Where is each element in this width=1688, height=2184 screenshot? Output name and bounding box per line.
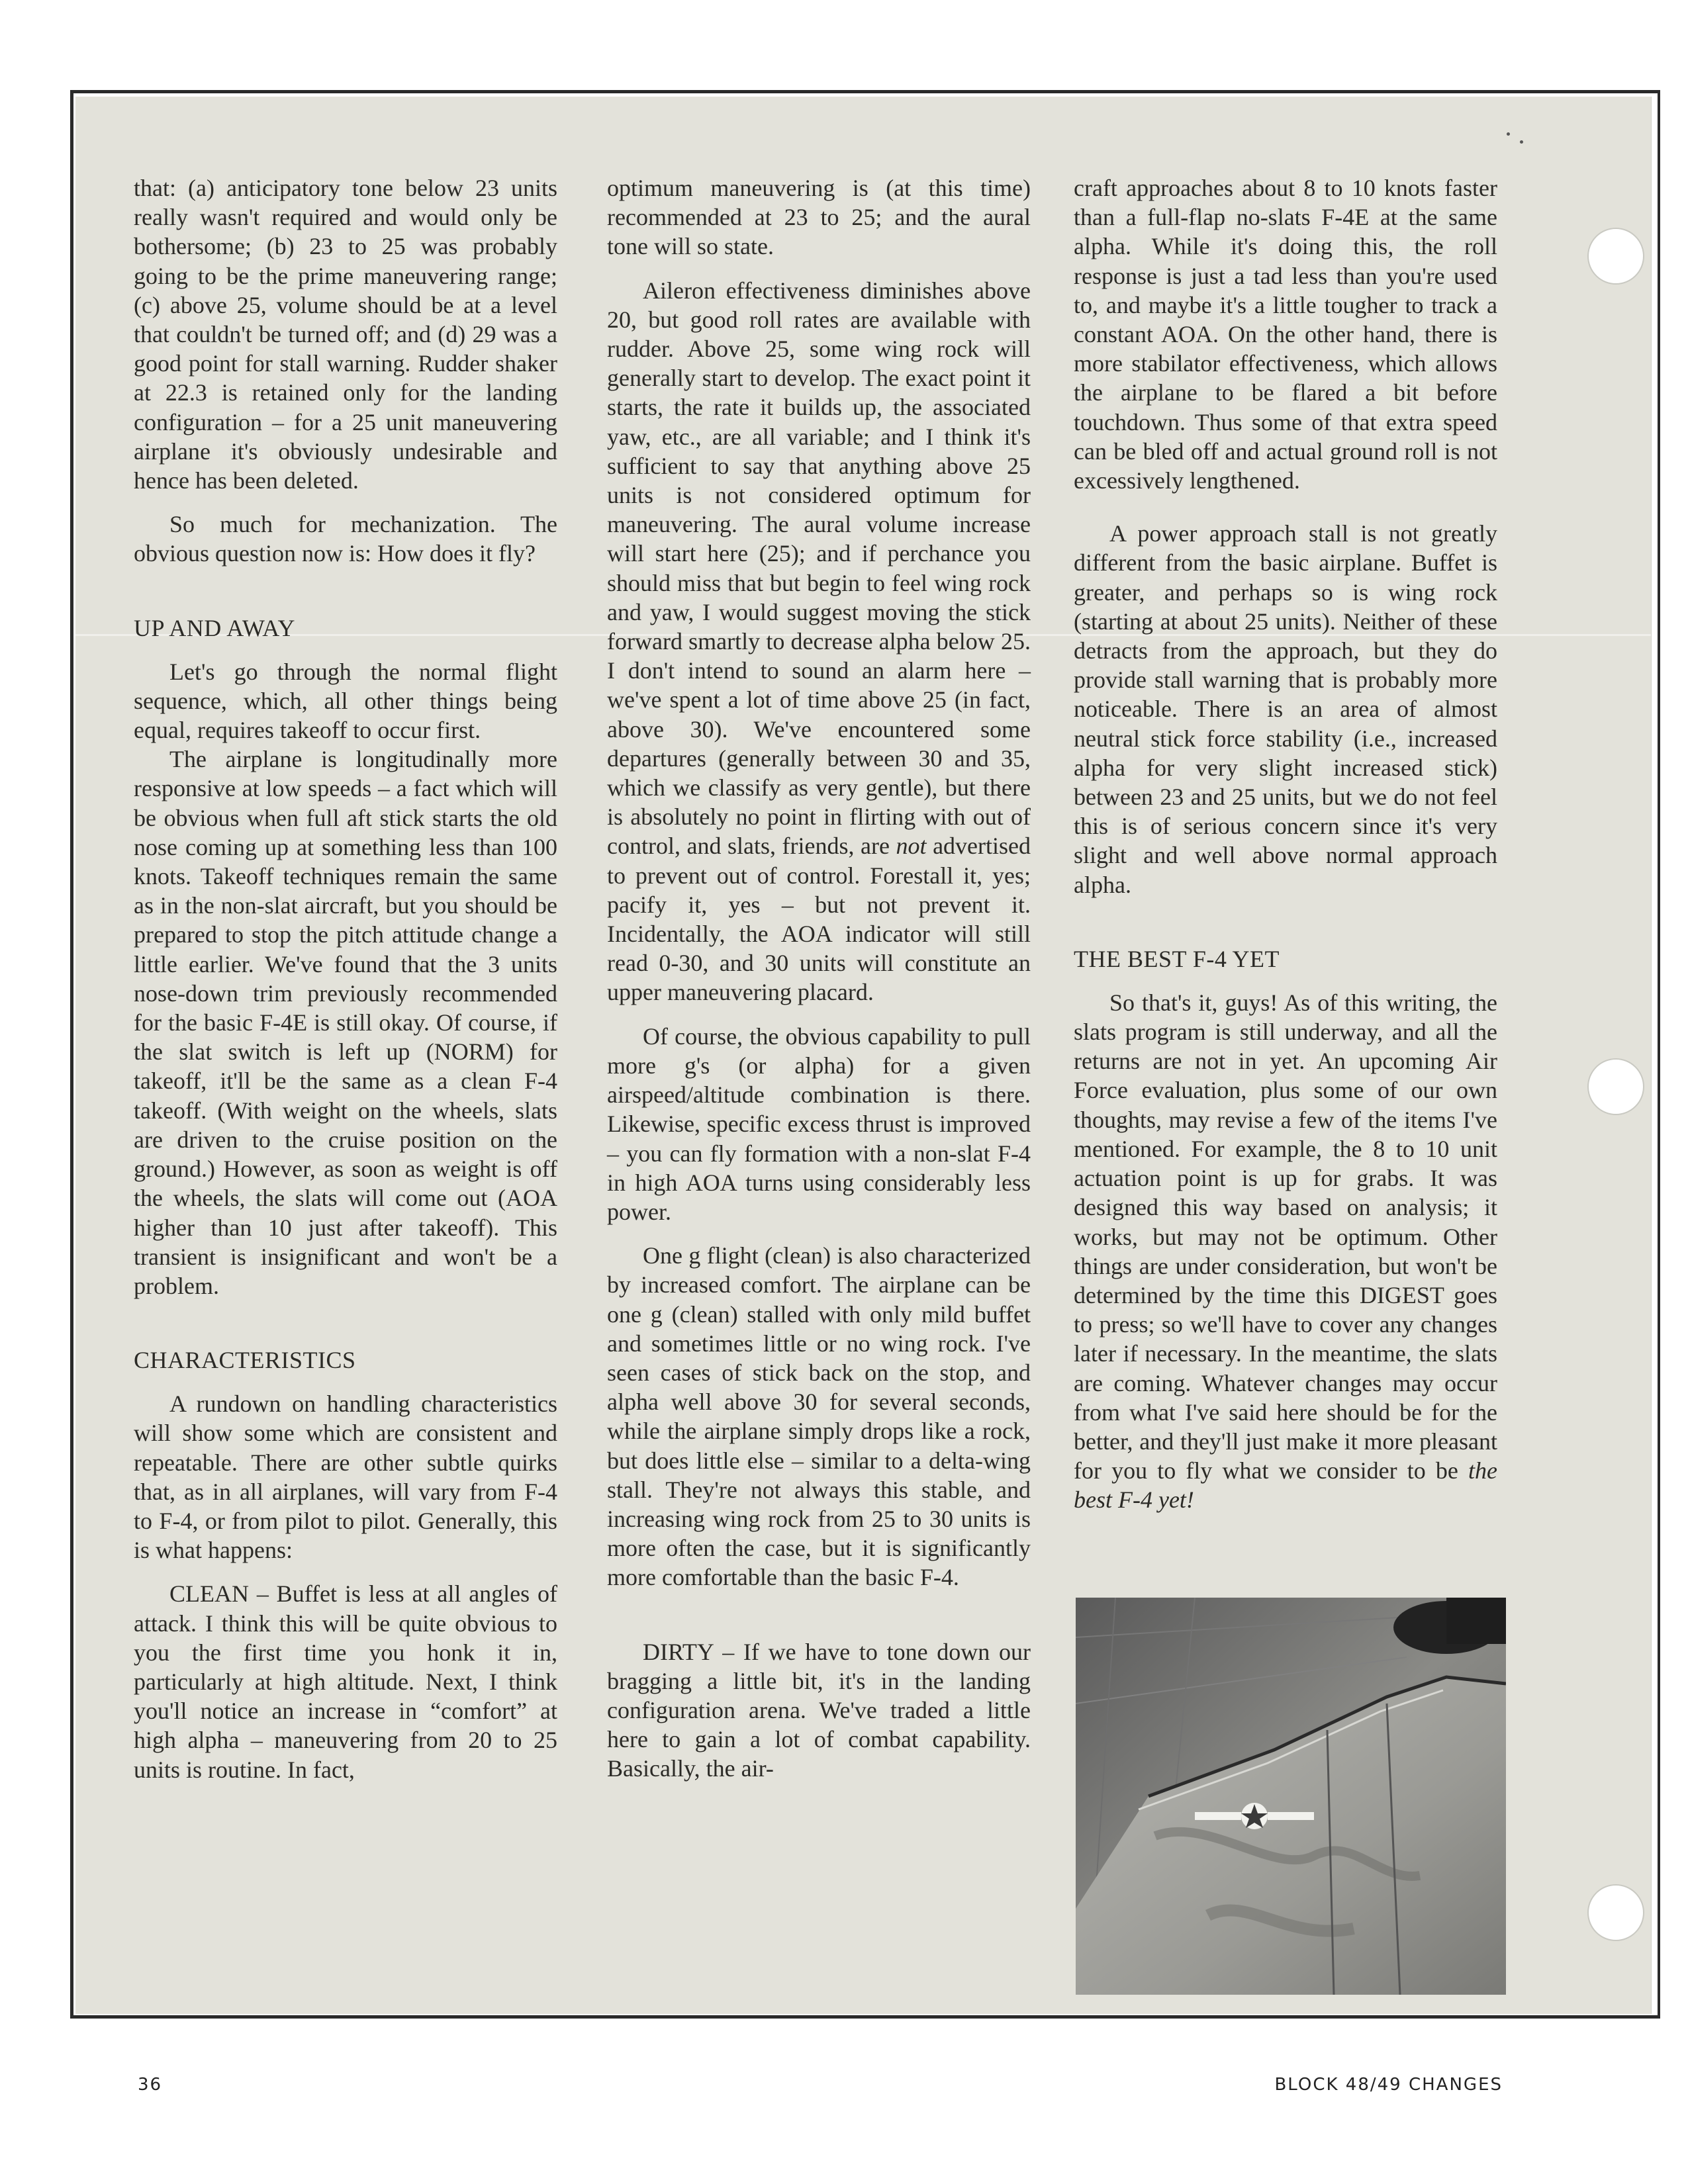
paragraph: One g flight (clean) is also characterized by increased comfort. The airplane can be one g (clean) stalled with only mild buffet and sometimes little or no wing rock. I've seen cases of stick back on the stop, and alpha well above 30 for several seconds, while the airplane simply drops like a rock, but does little else – similar to a delta-wing stall. They're not always this stable, and increasing wing rock from 25 to 30 units is more often the case, but it is significantly more comfortable than the basic F-4. <box>607 1242 1031 1591</box>
emphasis-text: not <box>896 833 927 860</box>
footer-title: BLOCK 48/49 CHANGES <box>1274 2075 1503 2095</box>
paragraph <box>1074 988 1497 1515</box>
column-2 <box>607 173 1031 1784</box>
paragraph: optimum maneuvering is (at this time) recommended at 23 to 25; and the aural tone will so state. <box>607 175 1031 260</box>
column-1 <box>134 173 557 1784</box>
paragraph: Of course, the obvious capability to pull more g's (or alpha) for a given airspeed/altitude combination is there. Likewise, specific excess thrust is improved – you can fly formation with a non-slat F-4 in high AOA turns using considerably less power. <box>607 1023 1031 1225</box>
column-3 <box>1074 173 1497 1515</box>
section-heading-best-f4: THE BEST F-4 YET <box>1074 945 1280 972</box>
paragraph: DIRTY – If we have to tone down our bragging a little bit, it's in the landing configuration arena. We've traded a little here to gain a lot of combat capability. Basically, the air- <box>607 1638 1031 1782</box>
binder-hole <box>1587 1884 1644 1941</box>
wing-slat-photo <box>1076 1598 1506 1995</box>
paragraph-text: So that's it, guys! As of this writing, the slats program is still underway, and all the returns are not in yet. An upcoming Air Force evaluation, plus some of our own thoughts, may revise a few of the items I've mentioned. For example, the 8 to 10 unit actuation point is up for grabs. It was designed this way based on analysis; it works, but may not be optimum. Other things are under consideration, but won't be determined by the time this DIGEST goes to press; so we'll have to cover any changes later if necessary. In the meantime, the slats are coming. Whatever changes may occur from what I've said here should be for the better, and they'll just make it more pleasant for you to fly what we consider to be <box>1074 989 1497 1484</box>
ink-speck <box>1507 132 1510 136</box>
wing-slat-photo-graphic <box>1076 1598 1506 1995</box>
page-number: 36 <box>138 2075 163 2095</box>
paragraph: Let's go through the normal flight sequence, which, all other things being equal, requires takeoff to occur first. <box>134 658 557 744</box>
paragraph: So much for mechanization. The obvious question now is: How does it fly? <box>134 511 557 567</box>
paragraph: craft approaches about 8 to 10 knots faster than a full-flap no-slats F-4E at the same alpha. While it's doing this, the roll response is just a tad less than you're used to, and maybe it's a little tougher to track a constant AOA. On the other hand, there is more stabilator effectiveness, which allows the airplane to be flared a bit before touchdown. Thus some of that extra speed can be bled off and actual ground roll is not excessively lengthened. <box>1074 175 1497 494</box>
paragraph: that: (a) anticipatory tone below 23 units really wasn't required and would only be bothersome; (b) 23 to 25 was probably going to be the prime maneuvering range; (c) above 25, volume should be at a level that couldn't be turned off; and (d) 29 was a good point for stall warning. Rudder shaker at 22.3 is retained only for the landing configuration – for a 25 unit maneuvering airplane it's obviously undesirable and hence has been deleted. <box>134 175 557 494</box>
section-heading-up-and-away: UP AND AWAY <box>134 614 295 641</box>
paragraph: A power approach stall is not greatly different from the basic airplane. Buffet is greater, and perhaps so is wing rock (starting at about 25 units). Neither of these detracts from the approach, but they do provide stall warning that is probably more noticeable. There is an area of almost neutral stick force stability (i.e., increased alpha for very slight increased stick) between 23 and 25 units, but we do not feel this is of serious concern since it's very slight and well above normal approach alpha. <box>1074 520 1497 898</box>
paragraph-text: advertised to prevent out of control. Forestall it, yes; pacify it, yes – but not prevent it. Incidentally, the AOA indicator will still read 0-30, and 30 units will constitute an upper maneuvering placard. <box>607 833 1031 1006</box>
paragraph <box>607 276 1031 1007</box>
binder-hole <box>1587 1058 1644 1115</box>
paragraph: CLEAN – Buffet is less at all angles of attack. I think this will be quite obvious to you the first time you honk it in, particularly at high altitude. Next, I think you'll notice an increase in “comfort” at high alpha – maneuvering from 20 to 25 units is routine. In fact, <box>134 1580 557 1783</box>
ink-speck <box>1520 140 1523 144</box>
emphasis-text: the best F-4 yet! <box>1074 1457 1498 1514</box>
paragraph-text: Aileron effectiveness diminishes above 20, but good roll rates are available with rudder. Above 25, some wing rock will generally start to develop. The exact point it starts, the rate it builds up, the associated yaw, etc., are all variable; and I think it's sufficient to say that anything above 25 units is not considered optimum for maneuvering. The aural volume increase will start here (25); and if perchance you should miss that but begin to feel wing rock and yaw, I would suggest moving the stick forward smartly to decrease alpha below 25. I don't intend to sound an alarm here – we've spent a lot of time above 25 (in fact, above 30). We've encountered some departures (generally between 30 and 35, which we classify as very gentle), but there is absolutely no point in flirting with out of control, and slats, friends, are <box>607 277 1031 860</box>
paragraph: A rundown on handling characteristics will show some which are consistent and repeatable. There are other subtle quirks that, as in all airplanes, will vary from F-4 to F-4, or from pilot to pilot. Generally, this is what happens: <box>134 1390 557 1564</box>
section-heading-characteristics: CHARACTERISTICS <box>134 1347 356 1374</box>
paragraph: The airplane is longitudinally more responsive at low speeds – a fact which will be obvious when full aft stick starts the old nose coming up at something less than 100 knots. Takeoff techniques remain the same as in the non-slat aircraft, but you should be prepared to stop the pitch attitude change a little earlier. We've found that the 3 units nose-down trim previously recommended for the basic F-4E is still okay. Of course, if the slat switch is left up (NORM) for takeoff, it'll be the same as a clean F-4 takeoff. (With weight on the wheels, slats are driven to the cruise position on the ground.) However, as soon as weight is off the wheels, the slats will come out (AOA higher than 10 just after takeoff). This transient is insignificant and won't be a problem. <box>134 746 557 1299</box>
binder-hole <box>1587 228 1644 285</box>
